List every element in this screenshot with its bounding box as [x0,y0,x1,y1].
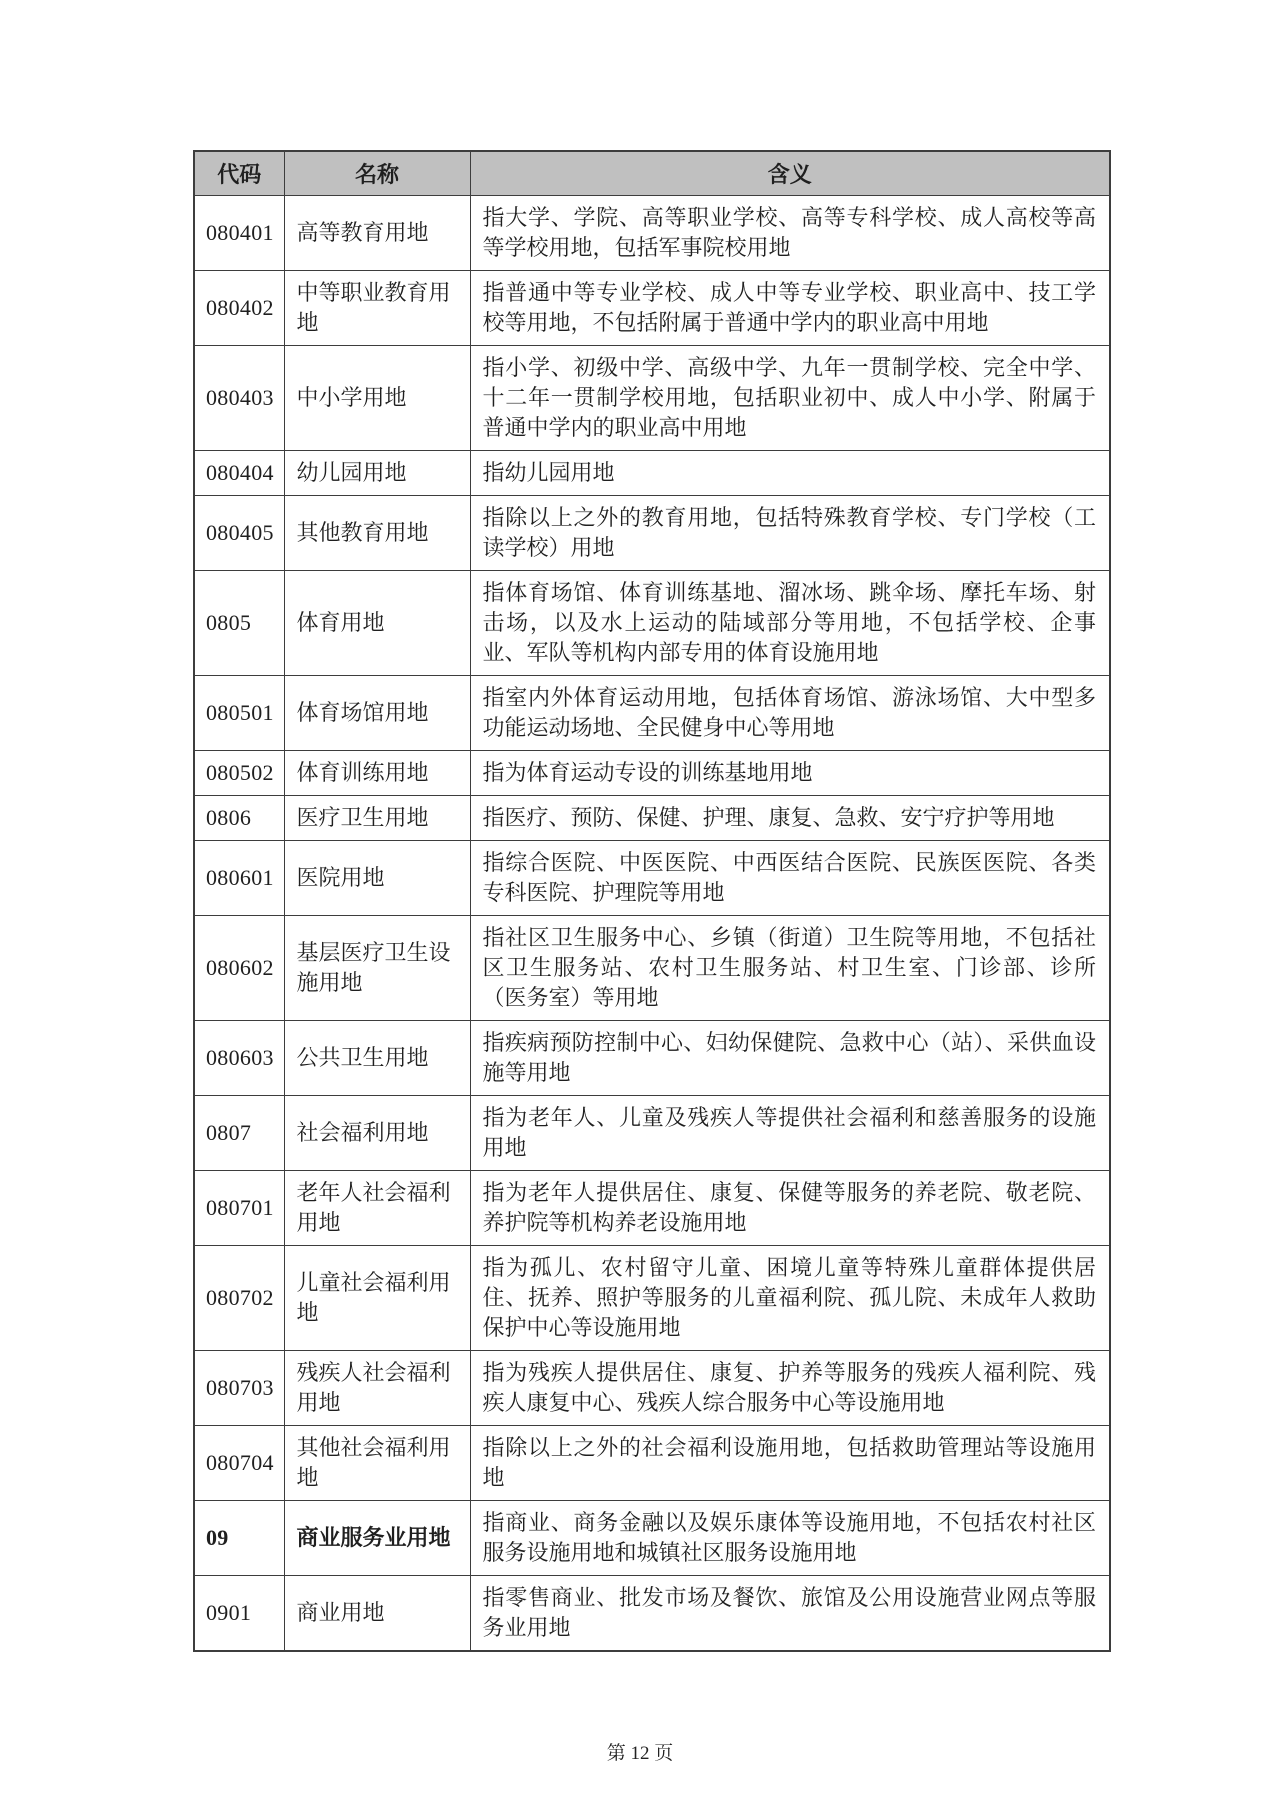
meaning-cell: 指为老年人提供居住、康复、保健等服务的养老院、敬老院、养护院等机构养老设施用地 [470,1170,1110,1245]
table-row [194,195,1110,270]
name-cell: 公共卫生用地 [284,1020,470,1095]
code-cell: 080602 [194,915,284,1020]
name-cell: 医院用地 [284,840,470,915]
name-cell: 社会福利用地 [284,1095,470,1170]
meaning-cell: 指为孤儿、农村留守儿童、困境儿童等特殊儿童群体提供居住、抚养、照护等服务的儿童福利院、孤儿院、未成年人救助保护中心等设施用地 [470,1245,1110,1350]
code-cell: 080704 [194,1425,284,1500]
meaning-cell: 指综合医院、中医医院、中西医结合医院、民族医医院、各类专科医院、护理院等用地 [470,840,1110,915]
code-cell: 080601 [194,840,284,915]
meaning-cell: 指为残疾人提供居住、康复、护养等服务的残疾人福利院、残疾人康复中心、残疾人综合服务中心等设施用地 [470,1350,1110,1425]
meaning-cell: 指大学、学院、高等职业学校、高等专科学校、成人高校等高等学校用地，包括军事院校用地 [470,195,1110,270]
table-body [194,195,1110,1651]
code-cell: 080703 [194,1350,284,1425]
meaning-cell: 指零售商业、批发市场及餐饮、旅馆及公用设施营业网点等服务业用地 [470,1575,1110,1651]
page-number: 第 12 页 [606,1743,674,1764]
name-cell: 商业用地 [284,1575,470,1651]
meaning-cell: 指为体育运动专设的训练基地用地 [470,750,1110,795]
column-header-meaning: 含义 [470,151,1110,195]
table-header [194,151,1110,195]
code-cell: 080701 [194,1170,284,1245]
table-row [194,795,1110,840]
table-row [194,915,1110,1020]
table-row [194,1095,1110,1170]
name-cell: 儿童社会福利用地 [284,1245,470,1350]
meaning-cell: 指疾病预防控制中心、妇幼保健院、急救中心（站）、采供血设施等用地 [470,1020,1110,1095]
table-row [194,1425,1110,1500]
meaning-cell: 指商业、商务金融以及娱乐康体等设施用地，不包括农村社区服务设施用地和城镇社区服务设施用地 [470,1500,1110,1575]
name-cell: 中等职业教育用地 [284,270,470,345]
table-row [194,1575,1110,1651]
table-row [194,675,1110,750]
code-cell: 080405 [194,495,284,570]
meaning-cell: 指小学、初级中学、高级中学、九年一贯制学校、完全中学、十二年一贯制学校用地，包括职业初中、成人中小学、附属于普通中学内的职业高中用地 [470,345,1110,450]
table-row [194,1170,1110,1245]
name-cell: 商业服务业用地 [284,1500,470,1575]
name-cell: 医疗卫生用地 [284,795,470,840]
code-cell: 0806 [194,795,284,840]
name-cell: 残疾人社会福利用地 [284,1350,470,1425]
table-row [194,345,1110,450]
table-row [194,1020,1110,1095]
land-use-classification-table [193,150,1111,1652]
name-cell: 其他社会福利用地 [284,1425,470,1500]
table-row [194,840,1110,915]
name-cell: 基层医疗卫生设施用地 [284,915,470,1020]
code-cell: 080501 [194,675,284,750]
meaning-cell: 指体育场馆、体育训练基地、溜冰场、跳伞场、摩托车场、射击场，以及水上运动的陆域部分等用地，不包括学校、企事业、军队等机构内部专用的体育设施用地 [470,570,1110,675]
table-row [194,1245,1110,1350]
code-cell: 0805 [194,570,284,675]
code-cell: 080603 [194,1020,284,1095]
meaning-cell: 指幼儿园用地 [470,450,1110,495]
name-cell: 体育训练用地 [284,750,470,795]
table-row [194,570,1110,675]
table-row [194,1500,1110,1575]
code-cell: 080702 [194,1245,284,1350]
table-row [194,495,1110,570]
name-cell: 高等教育用地 [284,195,470,270]
code-cell: 0807 [194,1095,284,1170]
header-row [194,151,1110,195]
code-cell: 080502 [194,750,284,795]
name-cell: 其他教育用地 [284,495,470,570]
meaning-cell: 指除以上之外的社会福利设施用地，包括救助管理站等设施用地 [470,1425,1110,1500]
code-cell: 09 [194,1500,284,1575]
meaning-cell: 指为老年人、儿童及残疾人等提供社会福利和慈善服务的设施用地 [470,1095,1110,1170]
meaning-cell: 指普通中等专业学校、成人中等专业学校、职业高中、技工学校等用地，不包括附属于普通中学内的职业高中用地 [470,270,1110,345]
meaning-cell: 指除以上之外的教育用地，包括特殊教育学校、专门学校（工读学校）用地 [470,495,1110,570]
name-cell: 中小学用地 [284,345,470,450]
code-cell: 080402 [194,270,284,345]
code-cell: 080404 [194,450,284,495]
name-cell: 幼儿园用地 [284,450,470,495]
name-cell: 老年人社会福利用地 [284,1170,470,1245]
code-cell: 080401 [194,195,284,270]
code-cell: 0901 [194,1575,284,1651]
meaning-cell: 指医疗、预防、保健、护理、康复、急救、安宁疗护等用地 [470,795,1110,840]
table-row [194,1350,1110,1425]
table-row [194,750,1110,795]
meaning-cell: 指室内外体育运动用地，包括体育场馆、游泳场馆、大中型多功能运动场地、全民健身中心等用地 [470,675,1110,750]
column-header-code: 代码 [194,151,284,195]
code-cell: 080403 [194,345,284,450]
column-header-name: 名称 [284,151,470,195]
table-row [194,270,1110,345]
table-row [194,450,1110,495]
name-cell: 体育场馆用地 [284,675,470,750]
meaning-cell: 指社区卫生服务中心、乡镇（街道）卫生院等用地，不包括社区卫生服务站、农村卫生服务站、村卫生室、门诊部、诊所（医务室）等用地 [470,915,1110,1020]
name-cell: 体育用地 [284,570,470,675]
